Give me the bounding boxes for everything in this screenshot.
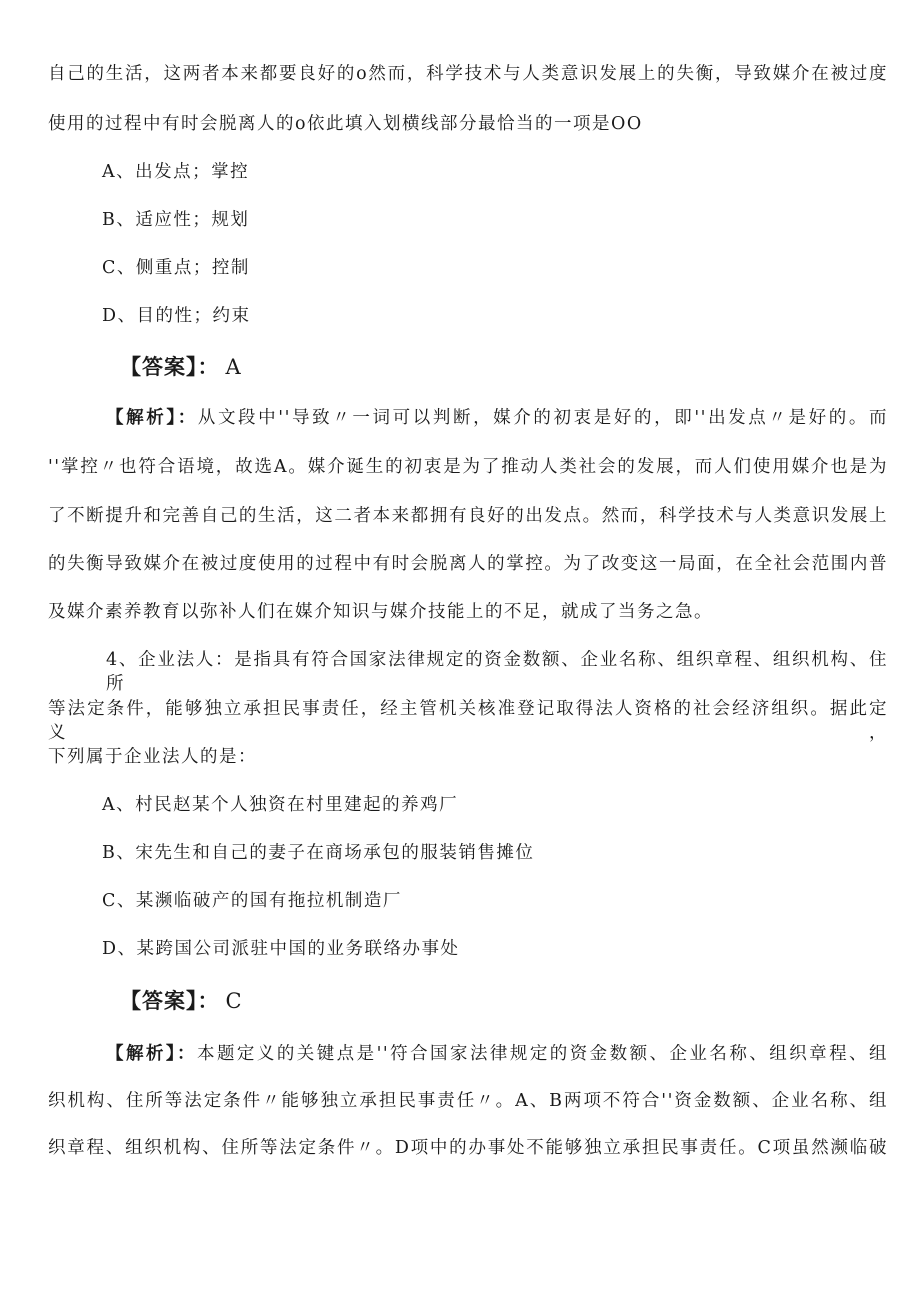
q4-option-a: A、村民赵某个人独资在村里建起的养鸡厂 bbox=[102, 795, 459, 815]
q3-answer-label: 【答案】： bbox=[120, 354, 220, 379]
q3-option-a: A、出发点；掌控 bbox=[102, 162, 250, 182]
q4-stem-line-2: 等法定条件，能够独立承担民事责任，经主管机关核准登记取得法人资格的社会经济组织。据此定义， bbox=[48, 699, 888, 743]
q4-option-b: B、宋先生和自己的妻子在商场承包的服装销售摊位 bbox=[102, 843, 535, 863]
q4-answer bbox=[120, 987, 243, 1015]
q4-stem-line-1: 4、企业法人：是指具有符合国家法律规定的资金数额、企业名称、组织章程、组织机构、住所 bbox=[106, 650, 888, 694]
q4-answer-value: C bbox=[225, 989, 243, 1013]
q3-analysis-line-3: 了不断提升和完善自己的生活，这二者本来都拥有良好的出发点。然而，科学技术与人类意识发展上 bbox=[48, 506, 888, 526]
q3-analysis-line-2: ''掌控〃也符合语境，故选A。媒介诞生的初衷是为了推动人类社会的发展，而人们使用媒介也是为 bbox=[48, 457, 888, 477]
q3-analysis-line-4: 的失衡导致媒介在被过度使用的过程中有时会脱离人的掌控。为了改变这一局面，在全社会范围内普 bbox=[48, 554, 888, 574]
q3-option-c: C、侧重点；控制 bbox=[102, 258, 250, 278]
q3-analysis-line-5: 及媒介素养教育以弥补人们在媒介知识与媒介技能上的不足，就成了当务之急。 bbox=[48, 602, 713, 622]
q3-answer bbox=[120, 353, 242, 381]
q4-answer-label: 【答案】： bbox=[120, 988, 220, 1013]
q4-analysis-text-1: 本题定义的关键点是''符合国家法律规定的资金数额、企业名称、组织章程、组 bbox=[197, 1044, 888, 1064]
q3-option-d: D、目的性；约束 bbox=[102, 306, 251, 326]
q4-analysis-line-1 bbox=[106, 1042, 888, 1066]
q3-analysis-text-1: 从文段中''导致〃一词可以判断，媒介的初衷是好的，即''出发点〃是好的。而 bbox=[197, 408, 888, 428]
q3-analysis-line-1 bbox=[106, 406, 888, 430]
q3-option-b: B、适应性；规划 bbox=[102, 210, 250, 230]
q4-option-c: C、某濒临破产的国有拖拉机制造厂 bbox=[102, 891, 402, 911]
q3-answer-value: A bbox=[225, 355, 242, 379]
q4-analysis-label: 【解析】： bbox=[106, 1044, 198, 1064]
q3-stem-line-1: 自己的生活，这两者本来都要良好的o然而，科学技术与人类意识发展上的失衡，导致媒介在被过度 bbox=[48, 64, 888, 84]
q3-stem-line-2: 使用的过程中有时会脱离人的o依此填入划横线部分最恰当的一项是OO bbox=[48, 114, 643, 134]
q4-analysis-line-2: 织机构、住所等法定条件〃能够独立承担民事责任〃。A、B两项不符合''资金数额、企业名称、组 bbox=[48, 1091, 888, 1111]
q4-option-d: D、某跨国公司派驻中国的业务联络办事处 bbox=[102, 939, 460, 959]
q4-analysis-line-3: 织章程、组织机构、住所等法定条件〃。D项中的办事处不能够独立承担民事责任。C项虽然濒临破 bbox=[48, 1138, 888, 1158]
q4-stem-line-3: 下列属于企业法人的是： bbox=[48, 747, 257, 767]
q3-analysis-label: 【解析】： bbox=[106, 408, 198, 428]
